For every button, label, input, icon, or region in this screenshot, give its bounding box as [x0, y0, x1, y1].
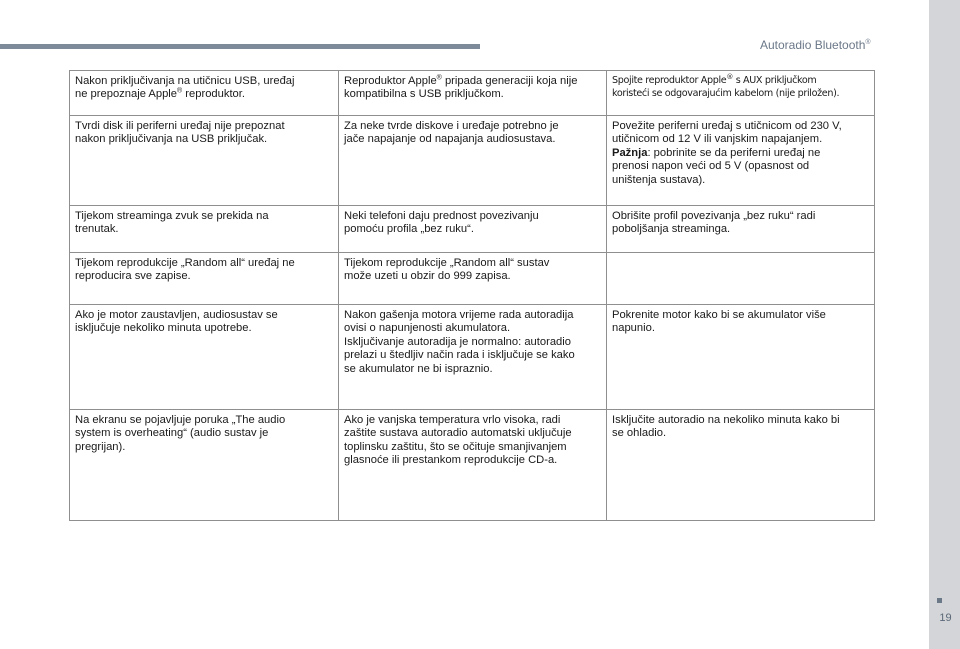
answer-cell: Za neke tvrde diskove i uređaje potrebno je jače napajanje od napajanja audiosustava.: [339, 116, 607, 206]
answer-cell: Ako je vanjska temperatura vrlo visoka, radi zaštite sustava autoradio automatski uključuje toplinsku zaštitu, što se očituje smanjivanjem glasnoće ili prestankom reprodukcije CD-a.: [339, 410, 607, 521]
question-cell: Na ekranu se pojavljuje poruka „The audio system is overheating“ (audio sustav je pregrijan).: [70, 410, 339, 521]
chapter-title: Autoradio Bluetooth®: [760, 38, 871, 52]
table-row: [70, 116, 875, 206]
solution-cell: Obrišite profil povezivanja „bez ruku“ radi poboljšanja streaminga.: [607, 206, 875, 253]
question-cell: Tvrdi disk ili periferni uređaj nije prepoznat nakon priključivanja na USB priključak.: [70, 116, 339, 206]
table-row: [70, 305, 875, 410]
page-number: 19: [939, 612, 952, 624]
page-edge-tab: [929, 0, 960, 649]
solution-cell: [607, 253, 875, 305]
header-accent-bar: [0, 44, 480, 49]
solution-cell: Isključite autoradio na nekoliko minuta kako bi se ohladio.: [607, 410, 875, 521]
question-cell: Tijekom streaminga zvuk se prekida na trenutak.: [70, 206, 339, 253]
answer-cell: Tijekom reprodukcije „Random all“ sustav može uzeti u obzir do 999 zapisa.: [339, 253, 607, 305]
answer-cell: Neki telefoni daju prednost povezivanju pomoću profila „bez ruku“.: [339, 206, 607, 253]
table-row: [70, 206, 875, 253]
table-row: [70, 253, 875, 305]
solution-cell: Pokrenite motor kako bi se akumulator više napunio.: [607, 305, 875, 410]
question-cell: Tijekom reprodukcije „Random all“ uređaj ne reproducira sve zapise.: [70, 253, 339, 305]
page-marker-square: [937, 598, 942, 603]
table-row: [70, 410, 875, 521]
solution-cell: Povežite periferni uređaj s utičnicom od 230 V, utičnicom od 12 V ili vanjskim napajanjem. Pažnja: pobrinite se da periferni uređaj ne prenosi napon veći od 5 V (opasnost od uništenja sustava).: [607, 116, 875, 206]
solution-cell: Spojite reproduktor Apple® s AUX priključkom koristeći se odgovarajućim kabelom (nije priložen).: [607, 71, 875, 116]
answer-cell: Nakon gašenja motora vrijeme rada autoradija ovisi o napunjenosti akumulatora. Isključivanje autoradija je normalno: autoradio prelazi u štedljiv način rada i isključuje se kako se akumulator ne bi ispraznio.: [339, 305, 607, 410]
question-cell: Nakon priključivanja na utičnicu USB, uređaj ne prepoznaje Apple® reproduktor.: [70, 71, 339, 116]
troubleshooting-table: [69, 70, 875, 521]
answer-cell: Reproduktor Apple® pripada generaciji koja nije kompatibilna s USB priključkom.: [339, 71, 607, 116]
table-row: [70, 71, 875, 116]
question-cell: Ako je motor zaustavljen, audiosustav se isključuje nekoliko minuta upotrebe.: [70, 305, 339, 410]
